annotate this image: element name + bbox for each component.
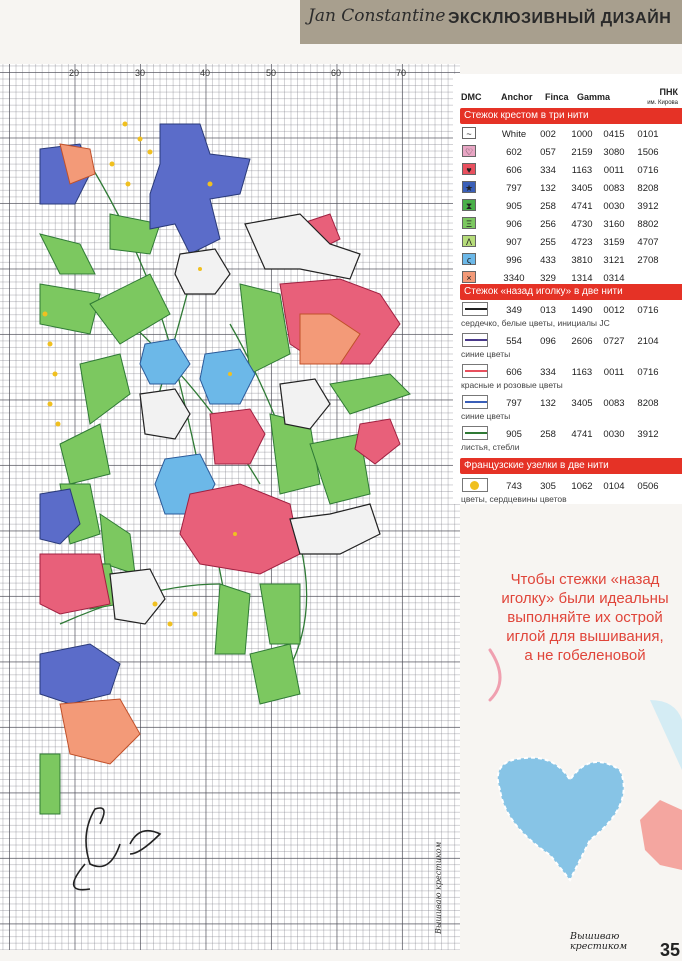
cell-dmc: 906 bbox=[506, 219, 522, 230]
cell-anchor: 334 bbox=[540, 165, 556, 176]
stitch-symbol: ♥ bbox=[462, 163, 476, 175]
column-number: 30 bbox=[134, 68, 145, 78]
cell-anchor: 013 bbox=[540, 305, 556, 316]
cell-finca: 1062 bbox=[571, 481, 593, 492]
col-pnk bbox=[647, 88, 678, 108]
column-number: 40 bbox=[199, 68, 210, 78]
cell-pnk: 8208 bbox=[637, 183, 659, 194]
stitch-symbol: Λ bbox=[462, 235, 476, 247]
cell-finca: 1163 bbox=[571, 165, 593, 176]
footer-brand bbox=[570, 932, 627, 952]
cell-pnk: 0716 bbox=[637, 305, 659, 316]
legend-row bbox=[460, 144, 682, 160]
cell-pnk: 0101 bbox=[637, 129, 659, 140]
backstitch-swatch bbox=[462, 333, 488, 347]
legend-row bbox=[460, 302, 682, 318]
legend-row bbox=[460, 478, 682, 494]
legend-row bbox=[460, 252, 682, 268]
column-number: 50 bbox=[265, 68, 276, 78]
cell-finca: 3405 bbox=[571, 398, 593, 409]
cell-anchor: 329 bbox=[540, 273, 556, 284]
page-number: 35 bbox=[660, 940, 681, 960]
section-cross-stitch: Стежок крестом в три нити bbox=[460, 108, 682, 124]
cell-pnk: 8208 bbox=[637, 398, 659, 409]
section-french-knots: Французские узелки в две нити bbox=[460, 458, 682, 474]
cell-gamma: 0030 bbox=[603, 429, 625, 440]
cell-gamma: 3160 bbox=[603, 219, 625, 230]
cell-anchor: 057 bbox=[540, 147, 556, 158]
cell-finca: 1314 bbox=[571, 273, 593, 284]
stitch-symbol: ⧗ bbox=[462, 199, 476, 211]
cell-pnk: 1506 bbox=[637, 147, 659, 158]
cell-gamma: 0415 bbox=[603, 129, 625, 140]
cell-anchor: 256 bbox=[540, 219, 556, 230]
backstitch-swatch bbox=[462, 302, 488, 316]
cell-gamma: 3159 bbox=[603, 237, 625, 248]
cell-finca: 1000 bbox=[571, 129, 593, 140]
tip-line: а не гобеленовой bbox=[524, 647, 646, 664]
legend-row bbox=[460, 234, 682, 250]
pnk-label: ПНК bbox=[659, 87, 678, 97]
decor-art bbox=[470, 640, 682, 900]
cell-anchor: 132 bbox=[540, 398, 556, 409]
cell-dmc: 349 bbox=[506, 305, 522, 316]
cell-dmc: 606 bbox=[506, 165, 522, 176]
cell-anchor: 255 bbox=[540, 237, 556, 248]
section-backstitch: Стежок «назад иголку» в две нити bbox=[460, 284, 682, 300]
cell-dmc: 907 bbox=[506, 237, 522, 248]
jc-initials bbox=[74, 808, 160, 890]
cell-pnk: 0506 bbox=[637, 481, 659, 492]
cross-stitch-chart bbox=[0, 64, 460, 950]
cell-dmc: 554 bbox=[506, 336, 522, 347]
cell-gamma: 0104 bbox=[603, 481, 625, 492]
legend-row bbox=[460, 333, 682, 349]
chart-brand-mark: Вышиваю крестиком bbox=[434, 841, 443, 934]
pnk-sublabel: им. Кирова bbox=[647, 100, 678, 106]
cell-pnk: 3912 bbox=[637, 201, 659, 212]
legend-row bbox=[460, 426, 682, 442]
cell-dmc: 606 bbox=[506, 367, 522, 378]
legend-row-description: цветы, сердцевины цветов bbox=[461, 494, 567, 504]
cell-finca: 4730 bbox=[571, 219, 593, 230]
cell-anchor: 258 bbox=[540, 429, 556, 440]
cell-gamma: 0030 bbox=[603, 201, 625, 212]
stitch-symbol: ς bbox=[462, 253, 476, 265]
cell-anchor: 002 bbox=[540, 129, 556, 140]
tip-line: выполняйте их острой bbox=[507, 609, 663, 626]
cell-anchor: 132 bbox=[540, 183, 556, 194]
cell-pnk: 4707 bbox=[637, 237, 659, 248]
cell-anchor: 258 bbox=[540, 201, 556, 212]
flower-pattern bbox=[0, 64, 460, 950]
col-anchor: Anchor bbox=[501, 92, 533, 102]
cell-pnk: 3912 bbox=[637, 429, 659, 440]
page-title: ЭКСКЛЮЗИВНЫЙ ДИЗАЙН bbox=[448, 10, 672, 27]
cell-gamma: 3121 bbox=[603, 255, 625, 266]
backstitch-line bbox=[465, 308, 487, 310]
tip-line: Чтобы стежки «назад bbox=[510, 571, 660, 588]
legend-row bbox=[460, 162, 682, 178]
stitch-symbol: Ξ bbox=[462, 217, 476, 229]
cell-dmc: 996 bbox=[506, 255, 522, 266]
cell-gamma: 0011 bbox=[603, 367, 625, 378]
felt-heart-icon bbox=[498, 758, 624, 880]
column-number: 20 bbox=[68, 68, 79, 78]
cell-dmc: 797 bbox=[506, 183, 522, 194]
legend-row bbox=[460, 126, 682, 142]
cell-pnk: 0716 bbox=[637, 165, 659, 176]
cell-gamma: 0314 bbox=[603, 273, 625, 284]
knot-dot bbox=[470, 481, 479, 490]
backstitch-line bbox=[465, 432, 487, 434]
column-number: 60 bbox=[330, 68, 341, 78]
backstitch-line bbox=[465, 401, 487, 403]
cell-gamma: 0083 bbox=[603, 183, 625, 194]
legend-row-description: листья, стебли bbox=[461, 442, 520, 452]
cell-gamma: 0011 bbox=[603, 165, 625, 176]
cell-dmc: 602 bbox=[506, 147, 522, 158]
col-dmc: DMC bbox=[461, 92, 482, 102]
col-finca: Finca bbox=[545, 92, 569, 102]
cell-finca: 3810 bbox=[571, 255, 593, 266]
legend-row bbox=[460, 180, 682, 196]
cell-pnk: 0716 bbox=[637, 367, 659, 378]
legend-row bbox=[460, 364, 682, 380]
stitch-symbol: ★ bbox=[462, 181, 476, 193]
legend-panel bbox=[453, 74, 682, 504]
header-strip bbox=[300, 0, 682, 44]
cell-pnk: 2708 bbox=[637, 255, 659, 266]
legend-row bbox=[460, 198, 682, 214]
cell-finca: 4741 bbox=[571, 429, 593, 440]
cell-dmc: 905 bbox=[506, 201, 522, 212]
tip-line: иглой для вышивания, bbox=[506, 628, 664, 645]
cell-finca: 1490 bbox=[571, 305, 593, 316]
backstitch-line bbox=[465, 339, 487, 341]
backstitch-line bbox=[465, 370, 487, 372]
french-knot-swatch bbox=[462, 478, 488, 492]
brand-line: Вышиваю bbox=[570, 931, 620, 942]
cell-finca: 4723 bbox=[571, 237, 593, 248]
backstitch-swatch bbox=[462, 395, 488, 409]
cell-finca: 2159 bbox=[571, 147, 593, 158]
cell-finca: 2606 bbox=[571, 336, 593, 347]
legend-row-description: синие цветы bbox=[461, 349, 511, 359]
cell-anchor: 433 bbox=[540, 255, 556, 266]
stitch-symbol: ~ bbox=[462, 127, 476, 139]
cell-finca: 1163 bbox=[571, 367, 593, 378]
cell-gamma: 3080 bbox=[603, 147, 625, 158]
legend-row-description: сердечко, белые цветы, инициалы JC bbox=[461, 318, 610, 328]
legend-row-description: синие цветы bbox=[461, 411, 511, 421]
pink-star-icon bbox=[640, 800, 682, 870]
col-gamma: Gamma bbox=[577, 92, 611, 102]
brand-line: крестиком bbox=[570, 941, 628, 952]
designer-signature: Jan Constantine bbox=[308, 6, 446, 26]
backstitch-swatch bbox=[462, 426, 488, 440]
cell-dmc: 905 bbox=[506, 429, 522, 440]
cell-dmc: 743 bbox=[506, 481, 522, 492]
backstitch-swatch bbox=[462, 364, 488, 378]
legend-row bbox=[460, 395, 682, 411]
cell-pnk: 8802 bbox=[637, 219, 659, 230]
legend-row-description: красные и розовые цветы bbox=[461, 380, 563, 390]
cell-gamma: 0083 bbox=[603, 398, 625, 409]
cell-finca: 3405 bbox=[571, 183, 593, 194]
stitch-symbol: × bbox=[462, 271, 476, 283]
column-number: 70 bbox=[395, 68, 406, 78]
blue-shape-icon bbox=[650, 700, 682, 770]
cell-gamma: 0012 bbox=[603, 305, 625, 316]
legend-column-headers bbox=[453, 88, 682, 108]
stitch-symbol: ♡ bbox=[462, 145, 476, 157]
cell-finca: 4741 bbox=[571, 201, 593, 212]
cell-anchor: 305 bbox=[540, 481, 556, 492]
cell-anchor: 334 bbox=[540, 367, 556, 378]
cell-dmc: 3340 bbox=[503, 273, 525, 284]
cell-anchor: 096 bbox=[540, 336, 556, 347]
legend-row bbox=[460, 216, 682, 232]
cell-dmc: 797 bbox=[506, 398, 522, 409]
cell-pnk: 2104 bbox=[637, 336, 659, 347]
cell-gamma: 0727 bbox=[603, 336, 625, 347]
cell-dmc: White bbox=[501, 129, 527, 140]
tip-line: иголку» были идеальны bbox=[501, 590, 669, 607]
bubble-tail bbox=[490, 650, 500, 700]
